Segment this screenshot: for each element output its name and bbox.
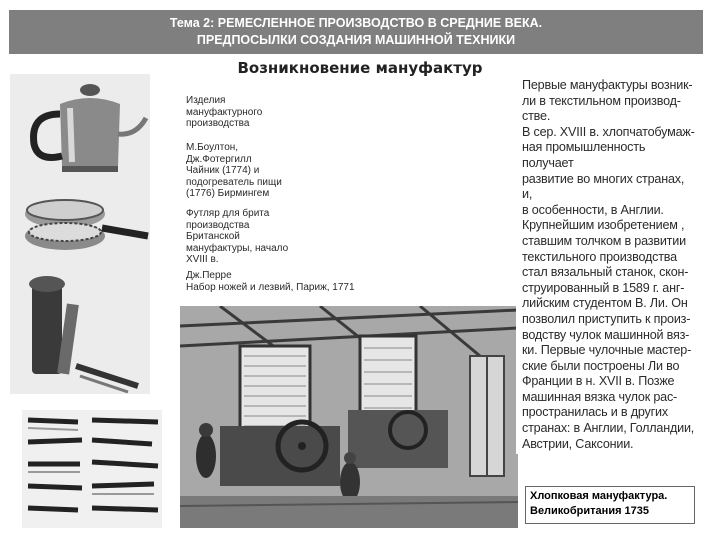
knives-photo [22, 410, 162, 528]
slide-subtitle: Возникновение мануфактур [237, 59, 483, 77]
header-title-line1: Тема 2: РЕМЕСЛЕННОЕ ПРОИЗВОДСТВО В СРЕДНИЕ ВЕКА. [169, 16, 543, 30]
products-photo [10, 74, 150, 394]
caption-knives: Дж.Перре Набор ножей и лезвий, Париж, 1771 [186, 270, 355, 293]
history-text: Первые мануфактуры возник- ли в текстильном производ- стве. В сер. XVIII в. хлопчатобумаж- ная промышленность получает развитие во многих странах, и, в особенности, в Англии. Крупнейшим изобретением , ставшим толчком в развитии текстильного производства стал вязальный станок, скон- струированный в 1589 г. анг- лийским студентом В. Ли. Он позволил приступить к произ- водству чулок машинной вяз- ки. Первые чулочные мастер- ские были построены Ли во Франции в н. XVII в. Позже машинная вязка чулок рас- пространилась и в других странах: в Англии, Голландии, Австрии, Саксонии. [522, 78, 695, 451]
factory-caption [525, 486, 695, 524]
caption-razor-case: Футляр для брита производства Британской мануфактуры, начало XVIII в. [186, 208, 289, 266]
factory-caption-line1: Хлопковая мануфактура. [530, 490, 668, 502]
caption-teapot: М.Боултон, Дж.Фотергилл Чайник (1774) и подогреватель пищи (1776) Бирмингем [186, 142, 282, 200]
factory-illustration [180, 306, 518, 528]
knives-illustration [22, 410, 162, 528]
factory-caption-line2: Великобритания 1735 [530, 505, 650, 517]
factory-engraving [180, 306, 518, 528]
caption-products: Изделия мануфактурного производства [186, 95, 263, 130]
header-bar [9, 10, 703, 54]
products-illustration [10, 74, 150, 394]
header-title-line2: ПРЕДПОСЫЛКИ СОЗДАНИЯ МАШИННОЙ ТЕХНИКИ [196, 33, 516, 47]
